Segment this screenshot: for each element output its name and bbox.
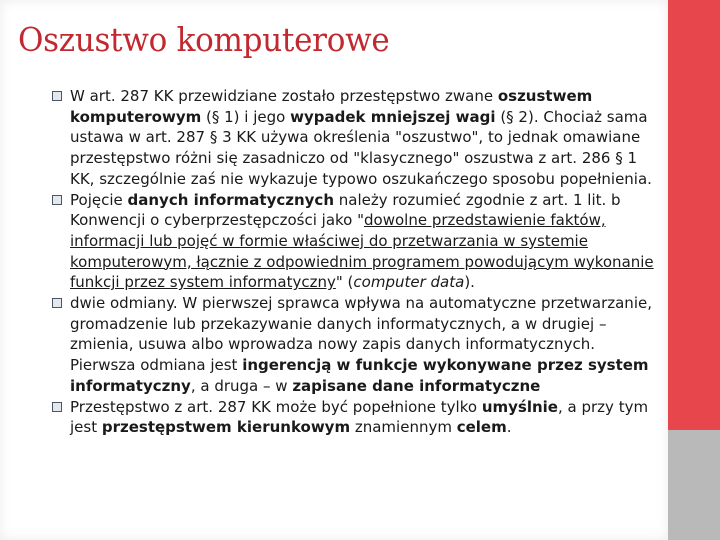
bullet-text: , a druga – w [190,376,293,395]
bullet-item [50,190,656,294]
emphasized-term: danych informatycznych [127,190,335,209]
bullet-text: , a przy tym jest [70,397,649,437]
emphasized-term: przestępstwem kierunkowym [101,418,351,437]
checkbox-bullet-icon [52,402,62,412]
emphasized-term: zapisane dane informatyczne [292,376,541,395]
bullet-item [50,86,656,190]
emphasized-term: ingerencją w funkcje wykonywane przez system informatyczny [70,356,649,395]
bullet-text: W art. 287 KK przewidziane zostało przestępstwo zwane [70,87,498,105]
checkbox-bullet-icon [52,298,62,308]
emphasized-term: oszustwem komputerowym [70,87,593,126]
bullet-item [50,293,656,397]
decorative-band-bottom [668,430,720,540]
bullet-text: Przestępstwo z art. 287 KK może być popełnione tylko [70,397,482,416]
bullet-text: (§ 2). Chociaż sama ustawa w art. 287 § 3 KK używa określenia "oszustwo", to jednak omawiane przestępstwo różni się zasadniczo od "klasycznego" oszustwa z art. 286 § 1 KK, szczególnie zaś nie wykazuje typowo oszukańczego sposobu popełnienia. [70,107,652,188]
bullet-text: należy rozumieć zgodnie z art. 1 lit. b Konwencji o cyberprzestępczości jako " [70,190,621,230]
bullet-text: Pojęcie [70,190,128,209]
decorative-side-band [668,0,720,540]
quoted-definition: dowolne przedstawienie faktów, informacji lub pojęć w formie właściwej do przetwarzania w systemie komputerowym, łącznie z odpowiednim programem powodującym wykonanie funkcji przez system informatyczny [70,211,654,292]
slide-title: Oszustwo komputerowe [18,20,390,59]
emphasized-term: celem [456,418,507,437]
bullet-text: computer data [353,273,465,292]
bullet-text: (§ 1) i jego [201,107,291,126]
bullet-text: dwie odmiany. W pierwszej sprawca wpływa na automatyczne przetwarzanie, gromadzenie lub przekazywanie danych informatycznych, a w drugiej – zmienia, usuwa albo wprowadza nowy zapis danych informatycznych. Pierwsza odmiana jest [70,294,652,375]
checkbox-bullet-icon [52,195,62,205]
bullet-item [50,397,656,438]
emphasized-term: umyślnie [481,397,558,416]
emphasized-term: wypadek mniejszej wagi [290,107,496,126]
bullet-text: . [506,418,512,437]
bullet-text: ). [464,273,475,292]
bullet-text: " ( [335,273,354,292]
bullet-text: znamiennym [350,418,457,437]
checkbox-bullet-icon [52,91,62,101]
bullet-list [50,86,656,438]
